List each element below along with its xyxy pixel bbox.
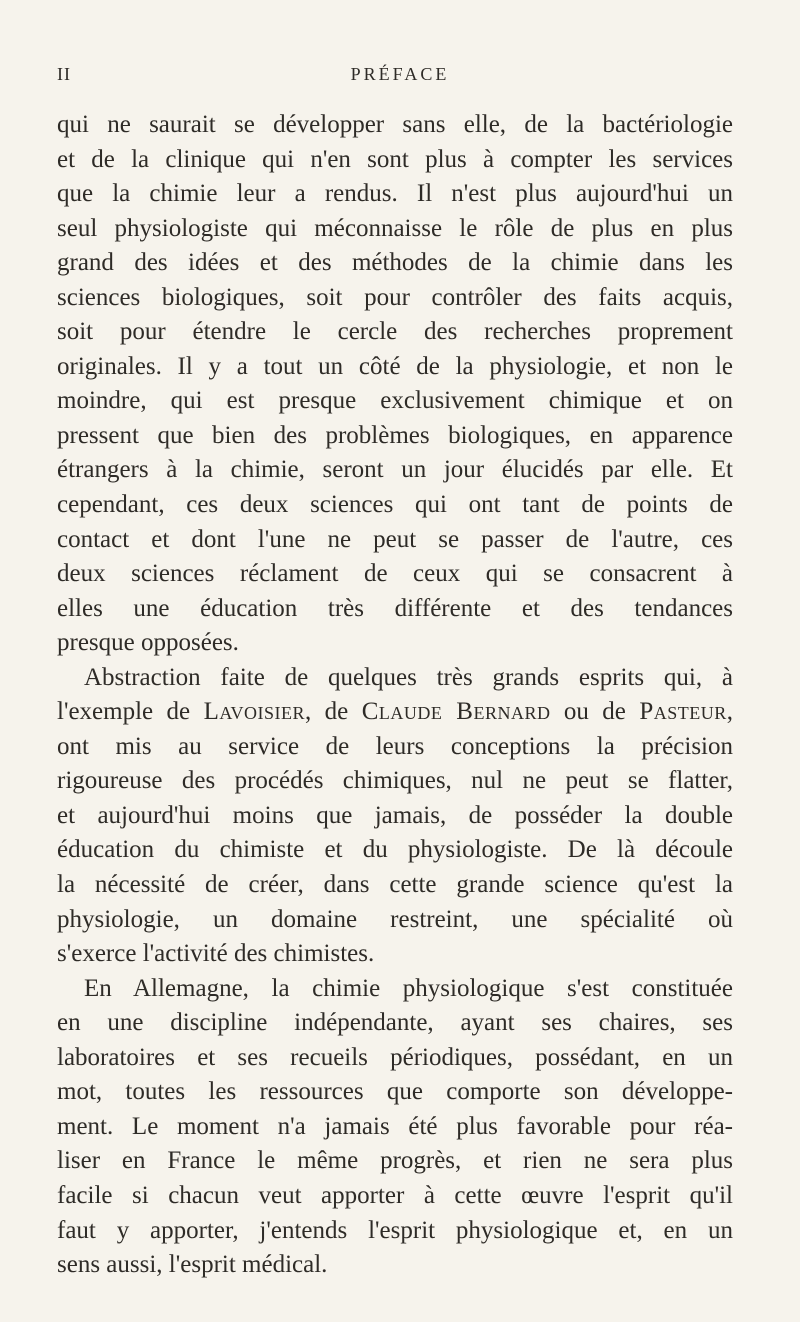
text-line: originales. Il y a tout un côté de la physiologie, et non le xyxy=(57,352,733,380)
text-line: ont mis au service de leurs conceptions la précision xyxy=(57,732,733,760)
preface-body xyxy=(57,108,733,1283)
page-number: II xyxy=(57,64,71,84)
text-line: facile si chacun veut apporter à cette œuvre l'esprit qu'il xyxy=(57,1181,733,1209)
paragraph-first-line: Abstraction faite de quelques très grands esprits qui, à xyxy=(84,663,733,691)
text-line: soit pour étendre le cercle des recherches proprement xyxy=(57,318,733,346)
text-line: faut y apporter, j'entends l'esprit physiologique et, en un xyxy=(57,1216,733,1244)
text-line: cependant, ces deux sciences qui ont tant de points de xyxy=(57,491,733,519)
text-line: elles une éducation très différente et des tendances xyxy=(57,594,733,622)
text-line: sciences biologiques, soit pour contrôler des faits acquis, xyxy=(57,283,733,311)
running-title: PRÉFACE xyxy=(350,64,450,84)
paragraph-end-line: presque opposées. xyxy=(57,629,239,657)
text-line: et aujourd'hui moins que jamais, de posséder la double xyxy=(57,801,733,829)
text-line: et de la clinique qui n'en sont plus à compter les services xyxy=(57,145,733,173)
text-line: liser en France le même progrès, et rien ne sera plus xyxy=(57,1147,733,1175)
text-line: seul physiologiste qui méconnaisse le rôle de plus en plus xyxy=(57,214,733,242)
paragraph-end-line: s'exerce l'activité des chimistes. xyxy=(57,940,375,968)
text-line: grand des idées et des méthodes de la chimie dans les xyxy=(57,249,733,277)
text-line: que la chimie leur a rendus. Il n'est plus aujourd'hui un xyxy=(57,180,733,208)
text-line: en une discipline indépendante, ayant ses chaires, ses xyxy=(57,1009,733,1037)
text-line: laboratoires et ses recueils périodiques, possédant, en un xyxy=(57,1043,733,1071)
paragraph-end-line: sens aussi, l'esprit médical. xyxy=(57,1251,328,1279)
text-line: pressent que bien des problèmes biologiques, en apparence xyxy=(57,421,733,449)
paragraph-first-line: En Allemagne, la chimie physiologique s'est constituée xyxy=(84,974,733,1002)
name-claude-bernard: Claude Bernard xyxy=(361,698,551,726)
text-line: étrangers à la chimie, seront un jour élucidés par elle. Et xyxy=(57,456,733,484)
name-lavoisier: Lavoisier xyxy=(203,698,306,726)
text-line: ment. Le moment n'a jamais été plus favorable pour réa- xyxy=(57,1112,733,1140)
text-line: physiologie, un domaine restreint, une spécialité où xyxy=(57,905,733,933)
text-line: qui ne saurait se développer sans elle, de la bactériologie xyxy=(57,111,733,138)
text-line: éducation du chimiste et du physiologiste. De là découle xyxy=(57,836,733,864)
text-line: rigoureuse des procédés chimiques, nul ne peut se flatter, xyxy=(57,767,733,795)
text-line-with-names: l'exemple de Lavoisier, de Claude Bernard ou de Pasteur, xyxy=(57,698,733,726)
text-line: moindre, qui est presque exclusivement chimique et on xyxy=(57,387,733,415)
text-line: deux sciences réclament de ceux qui se consacrent à xyxy=(57,560,733,588)
text-line: mot, toutes les ressources que comporte son développe- xyxy=(57,1078,733,1106)
text-line: contact et dont l'une ne peut se passer de l'autre, ces xyxy=(57,525,733,553)
text-line: la nécessité de créer, dans cette grande science qu'est la xyxy=(57,871,733,899)
name-pasteur: Pasteur xyxy=(639,698,727,726)
